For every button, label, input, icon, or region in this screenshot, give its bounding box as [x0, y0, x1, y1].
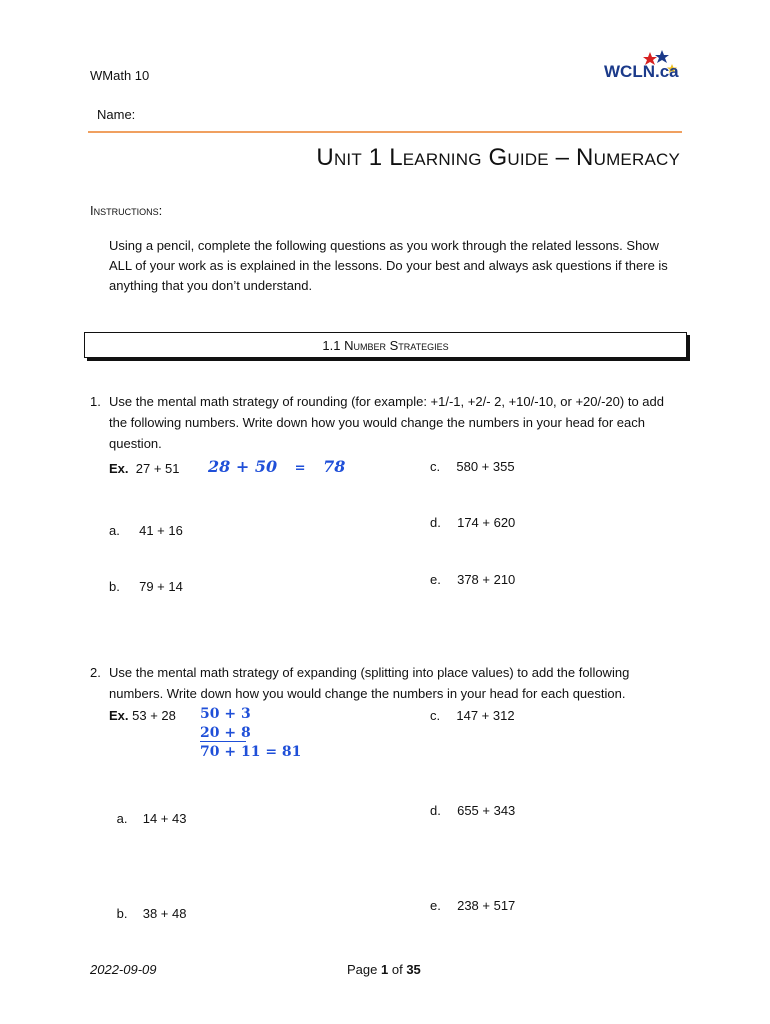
name-label: Name:	[97, 107, 136, 122]
section-title: 1.1 Number Strategies	[322, 337, 449, 353]
q1-item-d-label: d.	[430, 515, 441, 530]
header-divider	[88, 131, 682, 133]
instructions-heading: Instructions:	[90, 203, 163, 218]
q1-example-answer: 28 + 50	[208, 457, 278, 476]
q2-item-d-problem: 655 + 343	[457, 803, 516, 818]
q1-example	[109, 461, 180, 476]
q2-work-line2: 20 + 8	[200, 725, 251, 741]
section-header	[84, 332, 687, 358]
course-name: WMath 10	[90, 68, 150, 83]
q1-item-a	[109, 523, 183, 538]
page-word: Page	[347, 962, 378, 977]
page-title: Unit 1 Learning Guide – Numeracy	[316, 144, 680, 171]
page-number: 1	[381, 962, 389, 977]
q1-item-e	[430, 572, 515, 587]
q2-item-a-label: a.	[116, 811, 128, 826]
q2-work-line3: 70 + 11 = 81	[200, 744, 302, 760]
q1-item-a-problem: 41 + 16	[139, 523, 183, 538]
instructions-body: Using a pencil, complete the following questions as you work through the related lessons. Show ALL of your work as is explained in the lessons. Do your best and always ask questions if there is anything that you don’t understand.	[109, 238, 668, 293]
q2-work-line1: 50 + 3	[200, 706, 251, 722]
q1-item-e-problem: 378 + 210	[457, 572, 516, 587]
q2-item-a-problem: 14 + 43	[142, 811, 187, 826]
q1-item-c-label: c.	[430, 459, 441, 474]
q1-item-a-label: a.	[109, 523, 120, 538]
q2-example-label: Ex.	[109, 708, 129, 723]
q2-item-e	[430, 898, 515, 913]
footer-date: 2022-09-09	[90, 962, 157, 977]
q1-item-d	[430, 515, 515, 530]
of-word: of	[391, 962, 403, 977]
q2-item-a	[109, 811, 186, 826]
q1-item-d-problem: 174 + 620	[457, 515, 516, 530]
q2-item-c-problem: 147 + 312	[456, 708, 515, 723]
q1-item-c-problem: 580 + 355	[456, 459, 515, 474]
q1-item-b	[109, 579, 183, 594]
q2-item-b-problem: 38 + 48	[142, 906, 187, 921]
q1-item-e-label: e.	[430, 572, 441, 587]
q2-item-d-label: d.	[430, 803, 441, 818]
q2-item-e-label: e.	[430, 898, 441, 913]
q1-item-b-problem: 79 + 14	[139, 579, 183, 594]
q2-text: Use the mental math strategy of expanding (splitting into place values) to add the following numbers. Write down how you would change the numbers in your head for each question.	[109, 665, 630, 701]
q1-example-equals: =	[294, 461, 306, 476]
wcln-logo	[602, 48, 682, 84]
q2-item-b-label: b.	[116, 906, 128, 921]
q1-example-result: 78	[323, 457, 346, 476]
total-pages: 35	[406, 962, 421, 977]
q2-item-d	[430, 803, 515, 818]
q2-item-c-label: c.	[430, 708, 441, 723]
q1-example-work	[208, 457, 345, 476]
q2-number: 2.	[90, 665, 101, 680]
q2-item-e-problem: 238 + 517	[457, 898, 516, 913]
q2-example	[109, 708, 176, 723]
q1-example-label: Ex.	[109, 461, 129, 476]
q2-item-c	[430, 708, 515, 723]
q1-item-c	[430, 459, 515, 474]
logo-text: WCLN.ca	[604, 62, 679, 81]
page-indicator	[347, 962, 421, 977]
q1-item-b-label: b.	[109, 579, 120, 594]
q1-text: Use the mental math strategy of rounding (for example: +1/-1, +2/- 2, +10/-10, or +20/-20) to add the following numbers. Write down how you would change the numbers in your head for each question.	[109, 394, 664, 451]
q2-example-problem: 53 + 28	[132, 708, 176, 723]
q1-number: 1.	[90, 394, 101, 409]
q1-example-problem: 27 + 51	[135, 461, 180, 476]
q2-item-b	[109, 906, 186, 921]
